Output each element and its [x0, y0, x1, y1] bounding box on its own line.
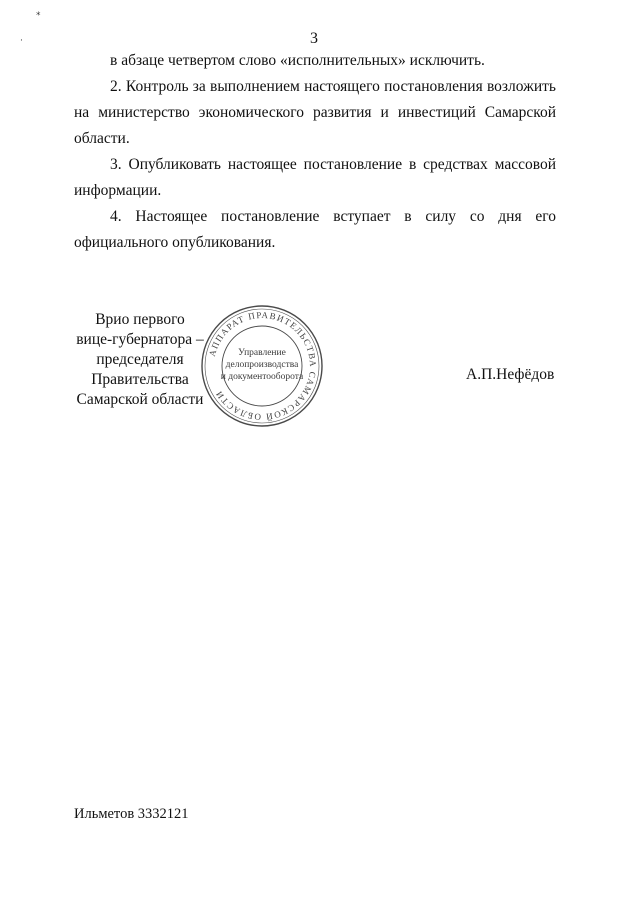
seal-center-line-3: и документооборота [220, 372, 304, 382]
paragraph-2: 2. Контроль за выполнением настоящего постановления возложить на министерство экономического развития и инвестиций Самарской области. [74, 78, 556, 147]
seal-center-line-2: делопроизводства [225, 360, 299, 370]
official-seal [200, 304, 324, 428]
signature-line-1: Врио первого [95, 311, 185, 328]
seal-center-line-1: Управление [238, 348, 286, 358]
signature-line-4: Самарской области [76, 391, 204, 408]
document-body [74, 48, 556, 256]
signer-name: А.П.Нефёдов [466, 366, 555, 383]
seal-ring-text: АППАРАТ ПРАВИТЕЛЬСТВА САМАРСКОЙ ОБЛАСТИ [206, 309, 319, 423]
signature-line-3: председателя Правительства [91, 351, 189, 388]
page-number: 3 [310, 30, 318, 47]
paragraph-4: 4. Настоящее постановление вступает в силу со дня его официального опубликования. [74, 208, 556, 251]
paragraph-1: в абзаце четвертом слово «исполнительных» исключить. [110, 52, 485, 69]
signature-title [60, 310, 220, 410]
signature-line-2: вице-губернатора – [76, 331, 204, 348]
paragraph-3: 3. Опубликовать настоящее постановление в средствах массовой информации. [74, 156, 556, 199]
scan-artifact-mark: · [20, 36, 23, 46]
scan-artifact-mark: ⁎ [36, 8, 41, 18]
executor-contact: Ильметов 3332121 [74, 806, 189, 822]
